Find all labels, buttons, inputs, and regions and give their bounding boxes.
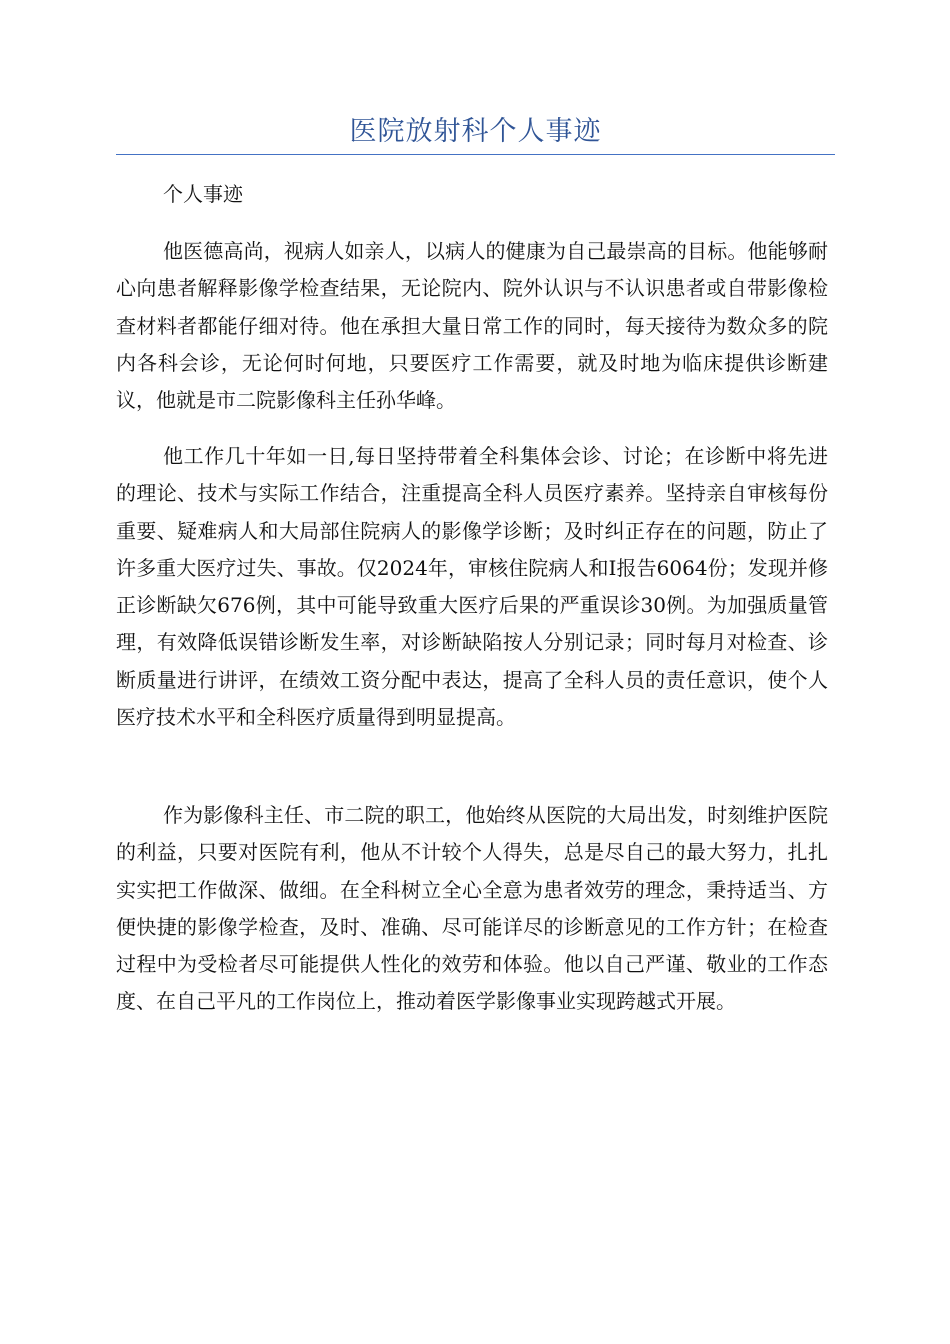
section-heading: 个人事迹 bbox=[163, 182, 243, 206]
paragraph-3: 作为影像科主任、市二院的职工，他始终从医院的大局出发，时刻维护医院的利益，只要对医院有利，他从不计较个人得失，总是尽自己的最大努力，扎扎实实把工作做深、做细。在全科树立全心全意为患者效劳的理念，秉持适当、方便快捷的影像学检查，及时、准确、尽可能详尽的诊断意见的工作方针；在检查过程中为受检者尽可能提供人性化的效劳和体验。他以自己严谨、敬业的工作态度、在自己平凡的工作岗位上，推动着医学影像事业实现跨越式开展。 bbox=[116, 803, 828, 1014]
paragraph-1: 他医德高尚，视病人如亲人，以病人的健康为自己最崇高的目标。他能够耐心向患者解释影像学检查结果，无论院内、院外认识与不认识患者或自带影像检查材料者都能仔细对待。他在承担大量日常工作的同时，每天接待为数众多的院内各科会诊，无论何时何地，只要医疗工作需要，就及时地为临床提供诊断建议，他就是市二院影像科主任孙华峰。 bbox=[116, 239, 828, 413]
document-title: 医院放射科个人事迹 bbox=[349, 116, 602, 147]
paragraph-2: 他工作几十年如一日,每日坚持带着全科集体会诊、讨论；在诊断中将先进的理论、技术与实际工作结合，注重提高全科人员医疗素养。坚持亲自审核每份重要、疑难病人和大局部住院病人的影像学诊断；及时纠正存在的问题，防止了许多重大医疗过失、事故。仅2024年，审核住院病人和Ⅰ报告6064份；发现并修正诊断缺欠676例，其中可能导致重大医疗后果的严重误诊30例。为加强质量管理，有效降低误错诊断发生率，对诊断缺陷按人分别记录；同时每月对检查、诊断质量进行讲评，在绩效工资分配中表达，提高了全科人员的责任意识，使个人医疗技术水平和全科医疗质量得到明显提高。 bbox=[116, 444, 828, 730]
title-underline bbox=[116, 154, 835, 155]
